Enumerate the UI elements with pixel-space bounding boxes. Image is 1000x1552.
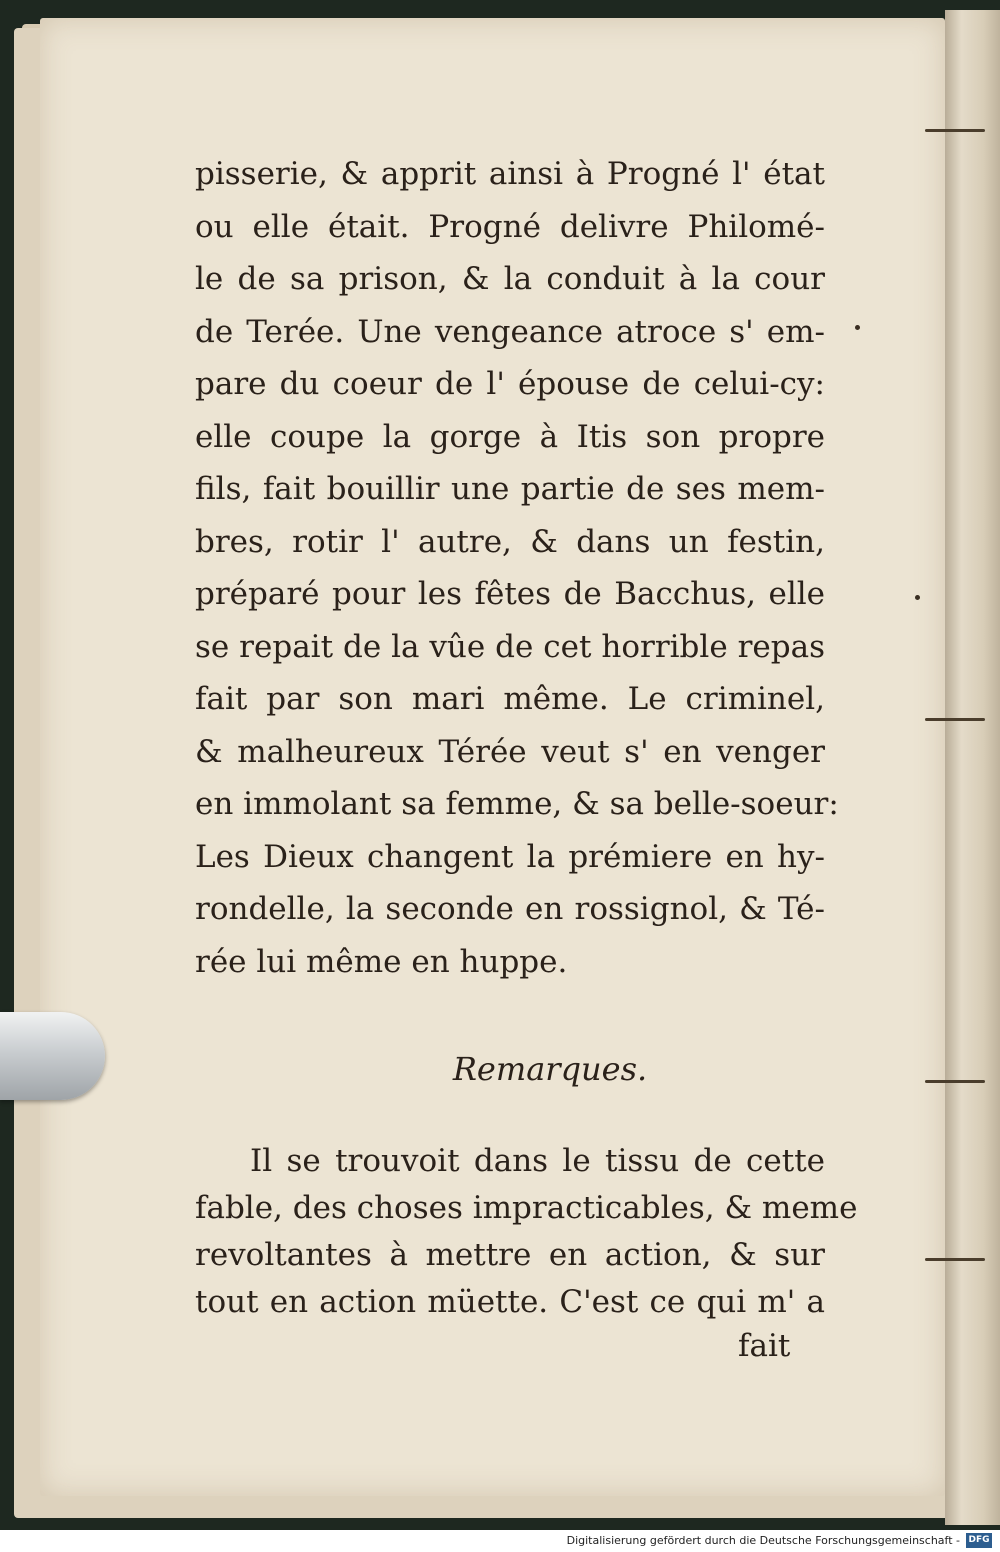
text-line: rondelle, la seconde en rossignol, & Té- <box>195 891 825 927</box>
section-heading: Remarques. <box>452 1050 648 1088</box>
binding-stitch <box>925 715 985 725</box>
book-spine <box>945 10 1000 1525</box>
text-line: de Terée. Une vengeance atroce s' em- <box>195 313 825 350</box>
funding-credit: Digitalisierung gefördert durch die Deutsche Forschungsgemeinschaft - <box>566 1534 960 1547</box>
text-line: fable, des choses impracticables, & meme <box>195 1190 858 1226</box>
text-line: Les Dieux changent la prémiere en hy- <box>195 838 825 875</box>
text-line: revoltantes à mettre en action, & sur <box>195 1237 825 1273</box>
text-line: préparé pour les fêtes de Bacchus, elle <box>195 576 825 612</box>
ink-speck <box>915 595 920 600</box>
text-line: en immolant sa femme, & sa belle-soeur: <box>195 786 839 822</box>
text-line: & malheureux Térée veut s' en venger <box>195 733 825 770</box>
dfg-logo: DFG <box>966 1533 992 1548</box>
text-line: tout en action müette. C'est ce qui m' a <box>195 1284 825 1320</box>
remarques-text <box>195 1138 858 1326</box>
text-line: fait par son mari même. Le criminel, <box>195 681 825 717</box>
text-line: rée lui même en huppe. <box>195 943 568 980</box>
text-line: se repait de la vûe de cet horrible repas <box>195 628 825 665</box>
binding-stitch <box>925 1255 985 1265</box>
text-line: elle coupe la gorge à Itis son propre <box>195 418 825 455</box>
text-line: le de sa prison, & la conduit à la cour <box>195 261 825 297</box>
text-line: ou elle était. Progné delivre Philomé- <box>195 208 825 245</box>
catchword: fait <box>738 1328 791 1364</box>
text-line: bres, rotir l' autre, & dans un festin, <box>195 523 825 560</box>
text-line: Il se trouvoit dans le tissu de cette <box>250 1143 825 1179</box>
footer-bar <box>0 1530 1000 1552</box>
body-text <box>195 148 839 988</box>
text-line: pare du coeur de l' épouse de celui-cy: <box>195 366 825 402</box>
ink-speck <box>855 325 860 330</box>
binding-stitch <box>925 126 985 136</box>
text-line: fils, fait bouillir une partie de ses mem- <box>195 471 825 507</box>
text-line: pisserie, & apprit ainsi à Progné l' état <box>195 156 825 192</box>
